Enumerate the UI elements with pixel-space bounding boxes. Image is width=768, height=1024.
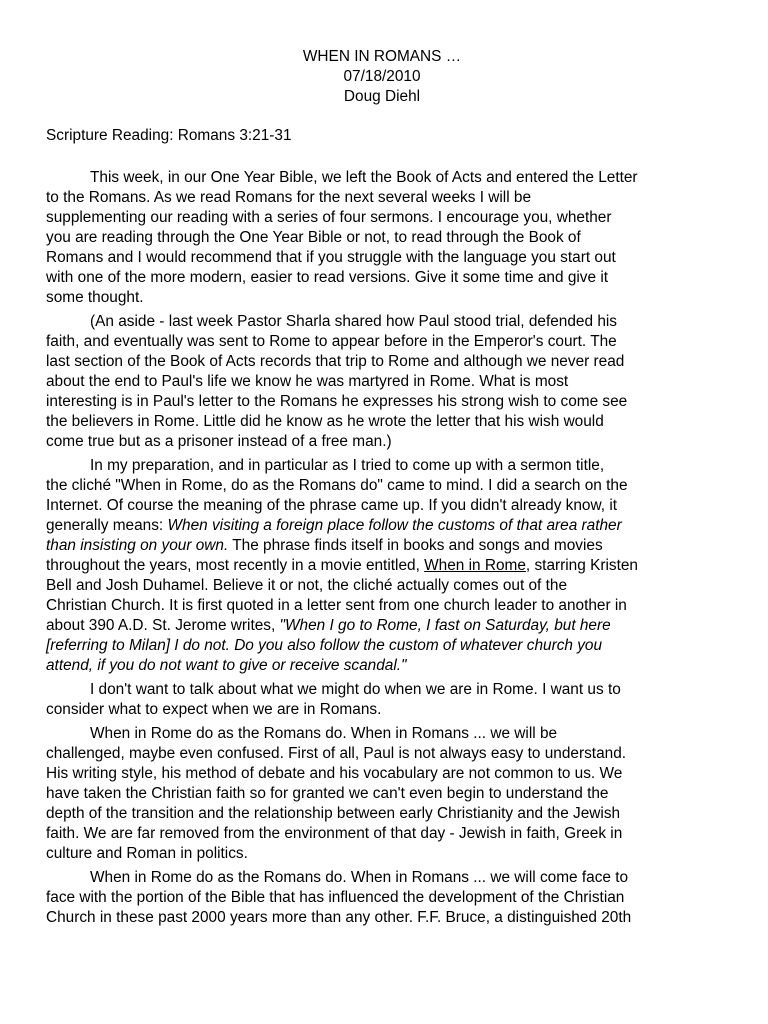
paragraph-line: have taken the Christian faith so for granted we can't even begin to understand the	[46, 785, 609, 802]
paragraph-line: you are reading through the One Year Bible or not, to read through the Book of	[46, 229, 581, 246]
paragraph-line: I don't want to talk about what we might do when we are in Rome. I want us to	[90, 681, 621, 698]
paragraph-line: Christian Church. It is first quoted in a letter sent from one church leader to another in	[46, 597, 627, 614]
paragraph-6	[46, 868, 718, 928]
paragraph-line: faith. We are far removed from the environment of that day - Jewish in faith, Greek in	[46, 825, 623, 842]
document-author: Doug Diehl	[343, 88, 421, 105]
paragraph-line: challenged, maybe even confused. First of all, Paul is not always easy to understand.	[46, 745, 627, 762]
paragraph-line: the cliché "When in Rome, do as the Romans do" came to mind. I did a search on the	[46, 477, 628, 494]
paragraph-line: come true but as a prisoner instead of a free man.)	[46, 433, 392, 450]
text-run: generally means:	[46, 517, 168, 534]
document-date: 07/18/2010	[343, 68, 421, 85]
paragraph-line: In my preparation, and in particular as I tried to come up with a sermon title,	[90, 457, 605, 474]
document-page	[46, 47, 718, 928]
paragraph-line	[46, 516, 718, 536]
text-run: throughout the years, most recently in a movie entitled,	[46, 557, 425, 574]
paragraph-line: face with the portion of the Bible that has influenced the development of the Christian	[46, 889, 625, 906]
paragraph-line: to the Romans. As we read Romans for the next several weeks I will be	[46, 189, 532, 206]
document-header	[46, 47, 718, 107]
movie-title: When in Rome	[424, 557, 526, 574]
italic-definition: When visiting a foreign place follow the customs of that area rather	[167, 517, 622, 534]
paragraph-line: last section of the Book of Acts records that trip to Rome and although we never read	[46, 353, 625, 370]
paragraph-line: His writing style, his method of debate and his vocabulary are not common to us. We	[46, 765, 623, 782]
paragraph-line: some thought.	[46, 289, 144, 306]
paragraph-line: Bell and Josh Duhamel. Believe it or not, the cliché actually comes out of the	[46, 577, 567, 594]
paragraph-line: the believers in Rome. Little did he know as he wrote the letter that his wish would	[46, 413, 604, 430]
paragraph-line	[46, 556, 718, 576]
paragraph-line	[46, 616, 718, 636]
paragraph-line: When in Rome do as the Romans do. When in Romans ... we will be	[90, 725, 558, 742]
italic-quote: [referring to Milan] I do not. Do you also follow the custom of whatever church you	[46, 637, 603, 654]
paragraph-4	[46, 680, 718, 720]
paragraph-line: Romans and I would recommend that if you struggle with the language you start out	[46, 249, 616, 266]
paragraph-line: culture and Roman in politics.	[46, 845, 248, 862]
paragraph-line: depth of the transition and the relationship between early Christianity and the Jewish	[46, 805, 621, 822]
italic-definition: than insisting on your own.	[46, 537, 229, 554]
paragraph-line: faith, and eventually was sent to Rome to appear before in the Emperor's court. The	[46, 333, 617, 350]
text-run: about 390 A.D. St. Jerome writes,	[46, 617, 280, 634]
document-title: WHEN IN ROMANS …	[302, 48, 462, 65]
paragraph-line	[46, 536, 718, 556]
italic-quote: "When I go to Rome, I fast on Saturday, but here	[279, 617, 611, 634]
paragraph-line: consider what to expect when we are in Romans.	[46, 701, 382, 718]
paragraph-1	[46, 168, 718, 308]
paragraph-line: with one of the more modern, easier to read versions. Give it some time and give it	[46, 269, 609, 286]
paragraph-line: about the end to Paul's life we know he was martyred in Rome. What is most	[46, 373, 569, 390]
italic-quote: attend, if you do not want to give or receive scandal."	[46, 657, 407, 674]
paragraph-line: When in Rome do as the Romans do. When in Romans ... we will come face to	[90, 869, 629, 886]
scripture-reading: Scripture Reading: Romans 3:21-31	[46, 127, 292, 144]
paragraph-line: Internet. Of course the meaning of the phrase came up. If you didn't already know, it	[46, 497, 618, 514]
paragraph-line: This week, in our One Year Bible, we left the Book of Acts and entered the Letter	[90, 169, 638, 186]
paragraph-2	[46, 312, 718, 452]
paragraph-line: (An aside - last week Pastor Sharla shared how Paul stood trial, defended his	[90, 313, 617, 330]
text-run: , starring Kristen	[525, 557, 638, 574]
text-run: The phrase finds itself in books and songs and movies	[228, 537, 603, 554]
paragraph-3	[46, 456, 718, 676]
paragraph-5	[46, 724, 718, 864]
paragraph-line: Church in these past 2000 years more than any other. F.F. Bruce, a distinguished 20th	[46, 909, 632, 926]
paragraph-line: supplementing our reading with a series of four sermons. I encourage you, whether	[46, 209, 612, 226]
paragraph-line: interesting is in Paul's letter to the Romans he expresses his strong wish to come see	[46, 393, 628, 410]
